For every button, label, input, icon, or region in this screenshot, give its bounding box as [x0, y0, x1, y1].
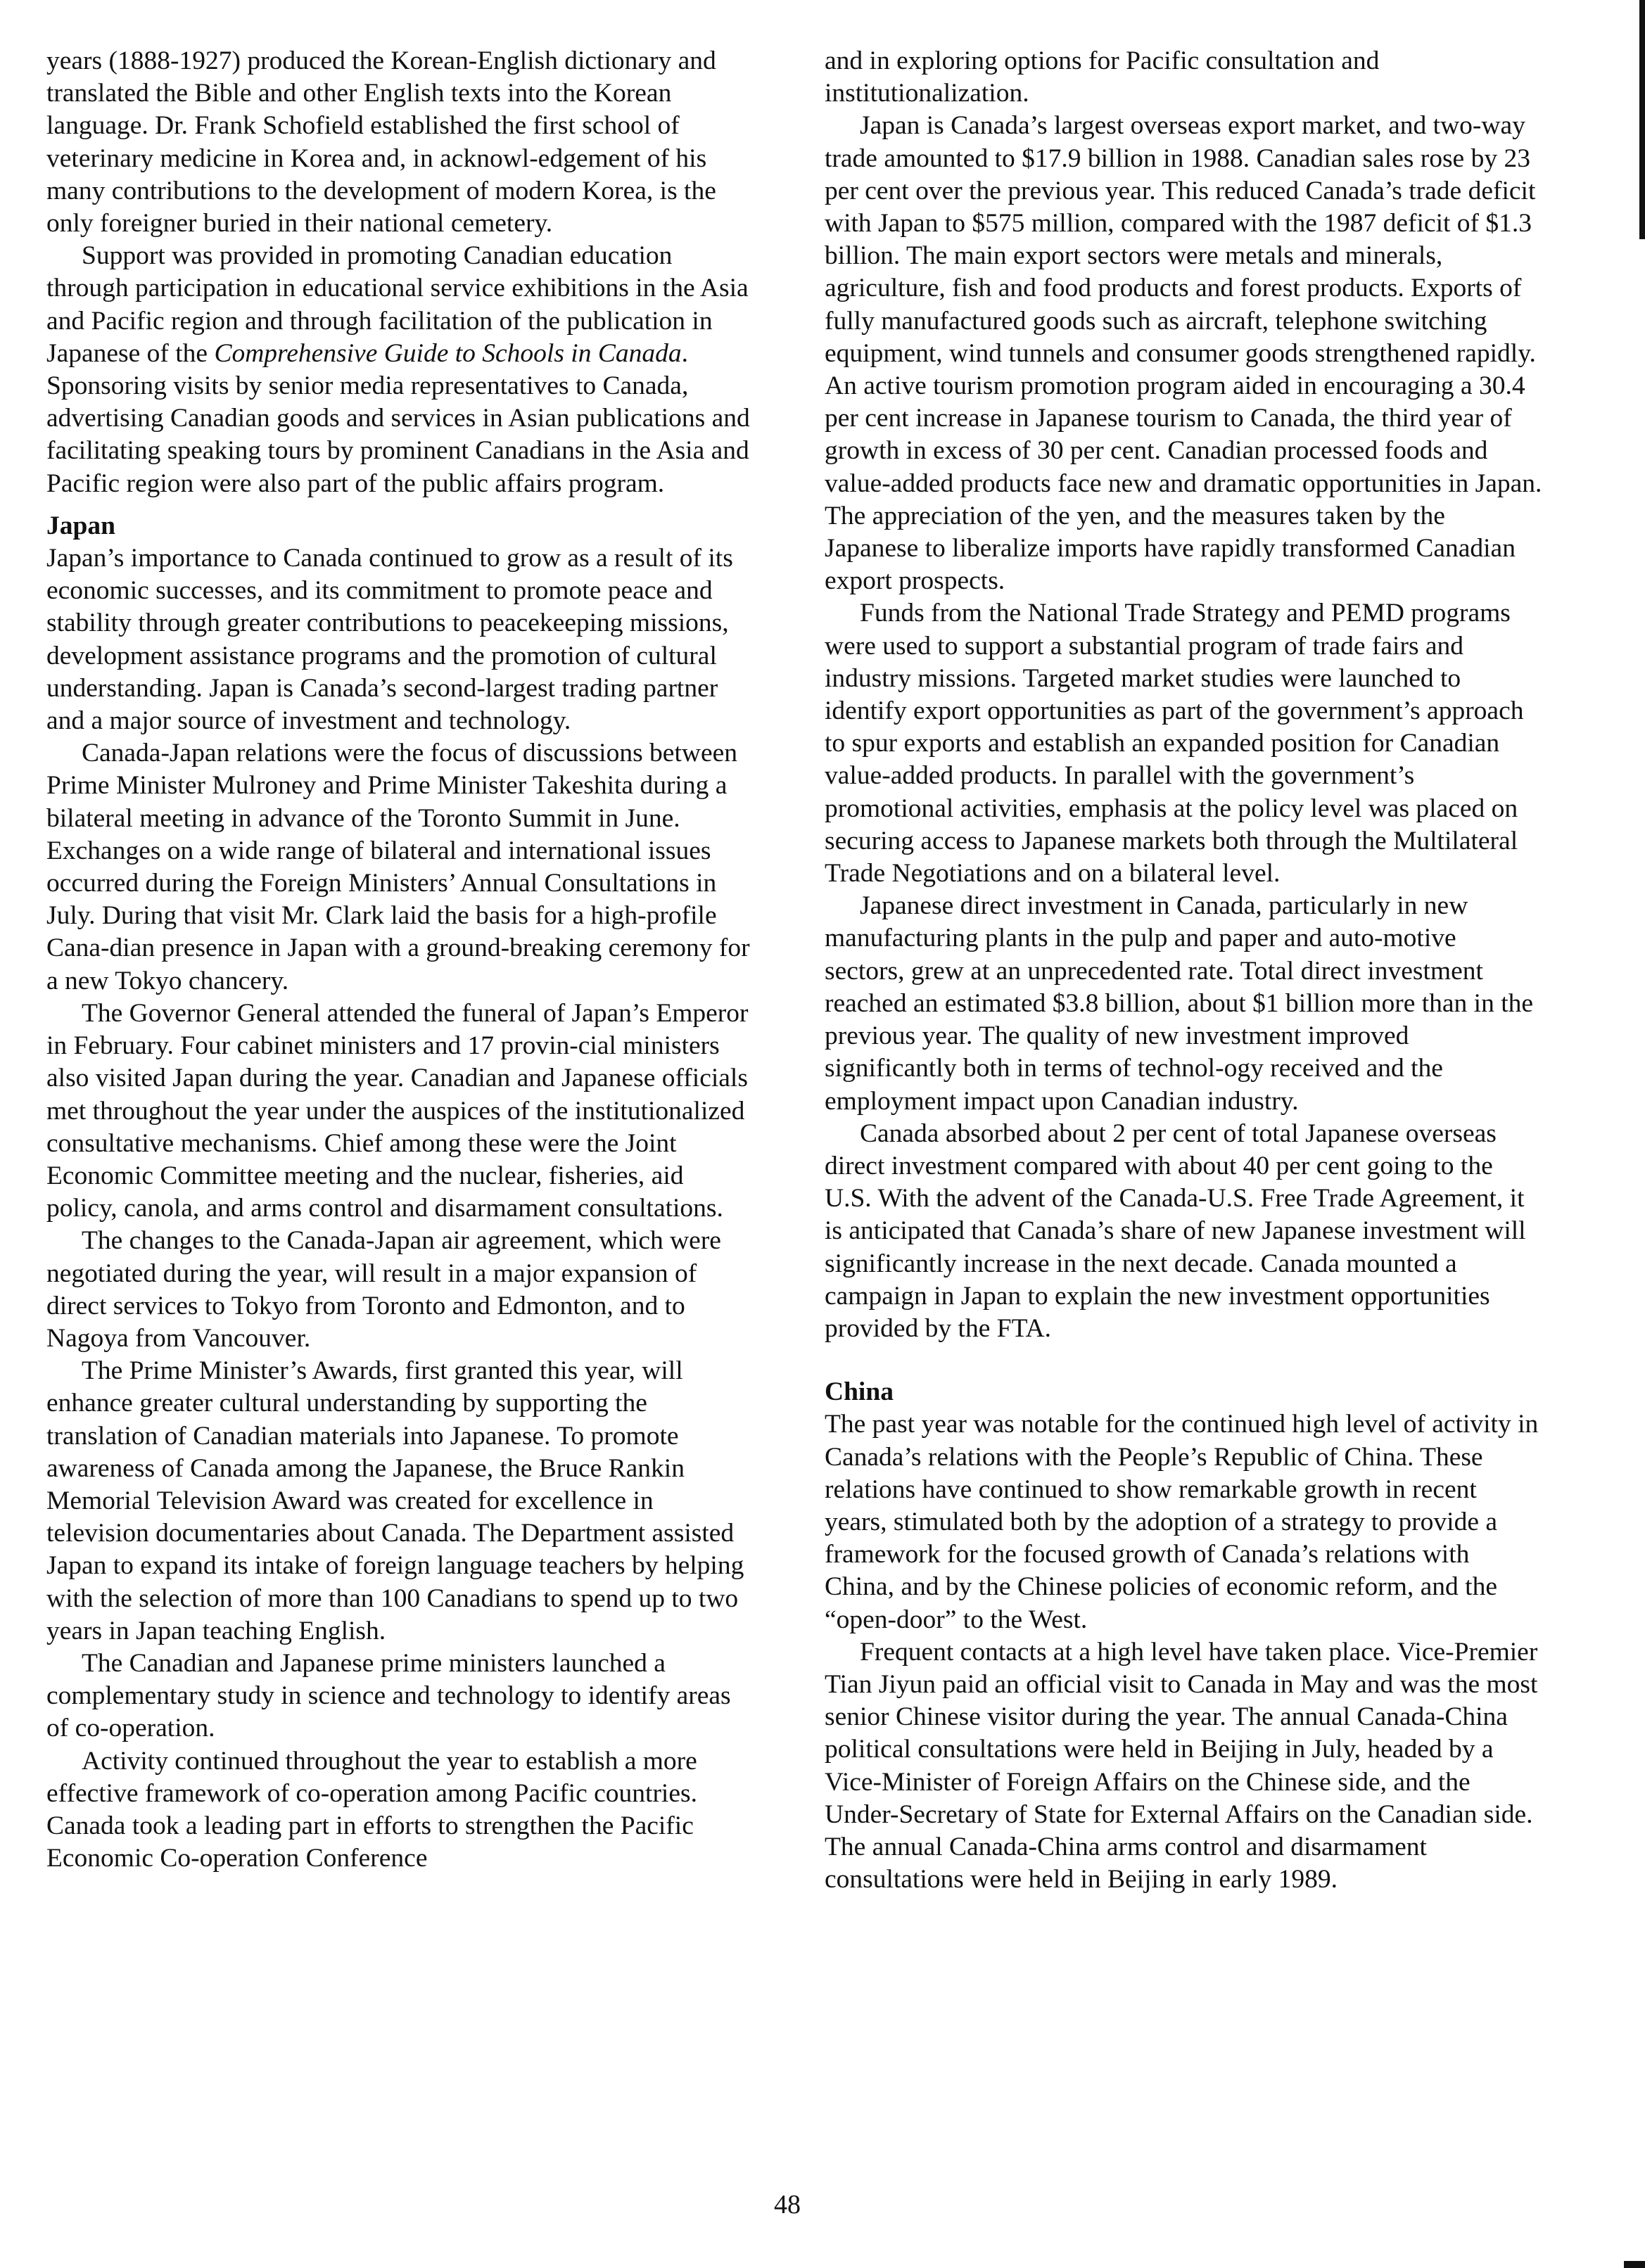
- paragraph: Japan’s importance to Canada continued to grow as a result of its economic successes, and its commitment to promote peace and stability through greater contributions to peacekeeping missions, development assistance programs and the promotion of cultural understanding. Japan is Canada’s second-largest trading partner and a major source of investment and technology.: [46, 544, 733, 736]
- paragraph: years (1888-1927) produced the Korean-English dictionary and translated the Bible and other English texts into the Korean language. Dr. Frank Schofield established the first school of veterinary medicine in Korea and, in acknowl-edgement of his many contributions to the development of modern Korea, is the only foreigner buried in their national cemetery.: [46, 46, 716, 238]
- paragraph: Canada absorbed about 2 per cent of total Japanese overseas direct investment compared with about 40 per cent going to the U.S. With the advent of the Canada-U.S. Free Trade Agreement, it is anticipated that Canada’s share of new Japanese investment will significantly increase in the next decade. Canada mounted a campaign in Japan to explain the new investment opportunities provided by the FTA.: [825, 1119, 1526, 1343]
- paragraph-text: Support was provided in promoting Canadian education through participation in educational service exhibitions in the Asia and Pacific region and through facilitation of the publication in Japanese of the: [46, 241, 749, 368]
- paragraph: and in exploring options for Pacific consultation and institutionalization.: [825, 46, 1380, 108]
- paragraph: Japanese direct investment in Canada, particularly in new manufacturing plants in the pulp and paper and auto-motive sectors, grew at an unprecedented rate. Total direct investment reached an estimated $3.8 billion, about $1 billion more than in the previous year. The quality of new investment improved significantly both in terms of technol-ogy received and the employment impact upon Canadian industry.: [825, 891, 1534, 1116]
- page-number: 48: [774, 2190, 801, 2219]
- section-spacer: [825, 1345, 1542, 1376]
- right-column: [825, 45, 1542, 1896]
- paragraph: Japan is Canada’s largest overseas export market, and two-way trade amounted to $17.9 billion in 1988. Canadian sales rose by 23 per cent over the previous year. This reduced Canada’s trade deficit with Japan to $575 million, compared with the 1987 deficit of $1.3 billion. The main export sectors were metals and minerals, agriculture, fish and food products and forest products. Exports of fully manufactured goods such as aircraft, telephone switching equipment, wind tunnels and consumer goods strengthened rapidly. An active tourism promotion program aided in encouraging a 30.4 per cent increase in Japanese tourism to Canada, the third year of growth in excess of 30 per cent. Canadian processed foods and value-added products face new and dramatic opportunities in Japan. The appreciation of the yen, and the measures taken by the Japanese to liberalize imports have rapidly transformed Canadian export prospects.: [825, 111, 1542, 596]
- paragraph: Activity continued throughout the year to establish a more effective framework of co-operation among Pacific countries. Canada took a leading part in efforts to strengthen the Pacific Economic Co-operation Conference: [46, 1746, 697, 1873]
- paragraph: [46, 240, 757, 500]
- paragraph: The Governor General attended the funeral of Japan’s Emperor in February. Four cabinet ministers and 17 provin-cial ministers also visited Japan during the year. Canadian and Japanese officials met throughout the year under the auspices of the institutionalized consultative mechanisms. Chief among these were the Joint Economic Committee meeting and the nuclear, fisheries, aid policy, canola, and arms control and disarmament consultations.: [46, 998, 749, 1223]
- paragraph: The Canadian and Japanese prime ministers launched a complementary study in science and technology to identify areas of co-operation.: [46, 1648, 731, 1743]
- paragraph-text: . Sponsoring visits by senior media representatives to Canada, advertising Canadian goods and services in Asian publications and facilitating speaking tours by prominent Canadians in the Asia and Pacific region were also part of the public affairs program.: [46, 338, 750, 498]
- scan-edge-mark: [1639, 0, 1645, 239]
- book-title: Comprehensive Guide to Schools in Canada: [214, 338, 682, 368]
- left-column: [46, 45, 757, 1875]
- section-heading-china: China: [825, 1377, 894, 1407]
- section-heading-japan: Japan: [46, 511, 115, 540]
- paragraph: Funds from the National Trade Strategy and PEMD programs were used to support a substantial program of trade fairs and industry missions. Targeted market studies were launched to identify export opportunities as part of the government’s approach to spur exports and establish an expanded position for Canadian value-added products. In parallel with the government’s promotional activities, emphasis at the policy level was placed on securing access to Japanese markets both through the Multilateral Trade Negotiations and on a bilateral level.: [825, 599, 1524, 888]
- paragraph: The Prime Minister’s Awards, first granted this year, will enhance greater cultural understanding by supporting the translation of Canadian materials into Japanese. To promote awareness of Canada among the Japanese, the Bruce Rankin Memorial Television Award was created for excellence in television documentaries about Canada. The Department assisted Japan to expand its intake of foreign language teachers by helping with the selection of more than 100 Canadians to spend up to two years in Japan teaching English.: [46, 1356, 744, 1645]
- paragraph: Canada-Japan relations were the focus of discussions between Prime Minister Mulroney and Prime Minister Takeshita during a bilateral meeting in advance of the Toronto Summit in June. Exchanges on a wide range of bilateral and international issues occurred during the Foreign Ministers’ Annual Consultations in July. During that visit Mr. Clark laid the basis for a high-profile Cana-dian presence in Japan with a ground-breaking ceremony for a new Tokyo chancery.: [46, 739, 750, 995]
- paragraph: The changes to the Canada-Japan air agreement, which were negotiated during the year, will result in a major expansion of direct services to Tokyo from Toronto and Edmonton, and to Nagoya from Vancouver.: [46, 1226, 721, 1353]
- paragraph: The past year was notable for the continued high level of activity in Canada’s relations with the People’s Republic of China. These relations have continued to show remarkable growth in recent years, stimulated both by the adoption of a strategy to provide a framework for the focused growth of Canada’s relations with China, and by the Chinese policies of economic reform, and the “open-door” to the West.: [825, 1410, 1539, 1634]
- scan-edge-mark: [1624, 2261, 1645, 2268]
- paragraph: Frequent contacts at a high level have taken place. Vice-Premier Tian Jiyun paid an official visit to Canada in May and was the most senior Chinese visitor during the year. The annual Canada-China political consultations were held in Beijing in July, headed by a Vice-Minister of Foreign Affairs on the Chinese side, and the Under-Secretary of State for External Affairs on the Canadian side. The annual Canada-China arms control and disarmament consultations were held in Beijing in early 1989.: [825, 1637, 1538, 1894]
